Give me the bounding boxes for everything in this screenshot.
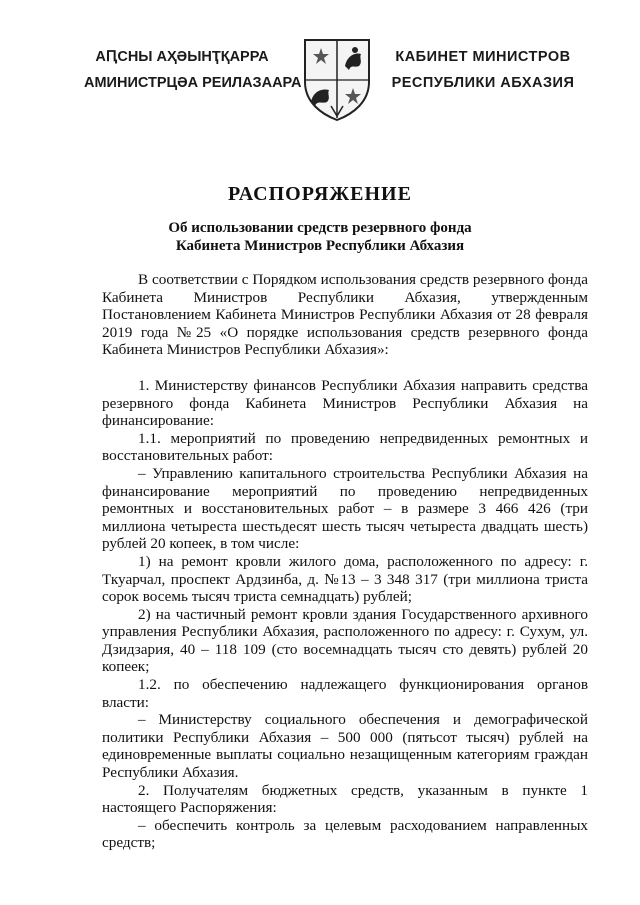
clause-1-1-item-2: 2) на частичный ремонт кровли здания Государственного архивного управления Республики Абхазия, расположенного по адресу: г. Сухум, ул. Дзидзария, 40 – 118 109 (сто восемнадцать тысяч сто девять) рублей 20 копеек; [102, 605, 588, 676]
header-left-line-2: АМИНИСТРЦӘА РЕИЛАЗААРА [84, 75, 302, 91]
document-title: РАСПОРЯЖЕНИЕ [228, 183, 412, 205]
clause-1-2: 1.2. по обеспечению надлежащего функционирования органов власти: [102, 676, 588, 711]
preamble-paragraph: В соответствии с Порядком использования средств резервного фонда Кабинета Министров Республики Абхазия, утвержденным Постановлением Кабинета Министров Республики Абхазия от 28 февраля 2019 года №25 «О порядке использования средств резервного фонда Кабинета Министров Республики Абхазия»: [102, 271, 588, 359]
subtitle-line-2: Кабинета Министров Республики Абхазия [175, 238, 465, 254]
document-body [102, 271, 588, 852]
abkhazia-coat-of-arms-icon [301, 36, 373, 122]
clause-2: 2. Получателям бюджетных средств, указанным в пункте 1 настоящего Распоряжения: [102, 781, 588, 817]
header-right-russian [390, 44, 576, 96]
clause-1-1-item-1: 1) на ремонт кровли жилого дома, расположенного по адресу: г. Ткуарчал, проспект Ардзинба, д. №13 – 3 348 317 (три миллиона триста сорок восемь тысяч триста семнадцать) рублей; [102, 552, 588, 606]
header-right-line-1: КАБИНЕТ МИНИСТРОВ [395, 49, 571, 65]
document-subtitle [0, 219, 640, 255]
clause-1-2-recipient: – Министерству социального обеспечения и демографической политики Республики Абхазия – 500 000 (пятьсот тысяч) рублей на единовременные выплаты социально незащищенным категориям граждан Республики Абхазия. [102, 711, 588, 782]
clause-1-1-recipient: – Управлению капитального строительства Республики Абхазия на финансирование мероприятий по проведению непредвиденных ремонтных и восстановительных работ – в размере 3 466 426 (три миллиона четыреста шестьдесят шесть тысяч четыреста двадцать шесть) рублей 20 копеек, в том числе: [102, 464, 588, 553]
header-right-line-2: РЕСПУБЛИКИ АБХАЗИЯ [391, 75, 575, 91]
clause-1-1: 1.1. мероприятий по проведению непредвиденных ремонтных и восстановительных работ: [102, 429, 588, 465]
clause-1: 1. Министерству финансов Республики Абхазия направить средства резервного фонда Кабинета Министров Республики Абхазия на финансирование: [102, 376, 588, 430]
header-left-line-1: АԤСНЫ АҲӘЫНҬҚАРРА [95, 49, 269, 65]
clause-2-item: – обеспечить контроль за целевым расходованием направленных средств; [102, 816, 588, 852]
subtitle-line-1: Об использовании средств резервного фонда [168, 220, 472, 236]
header-left-abkhaz [84, 44, 302, 96]
